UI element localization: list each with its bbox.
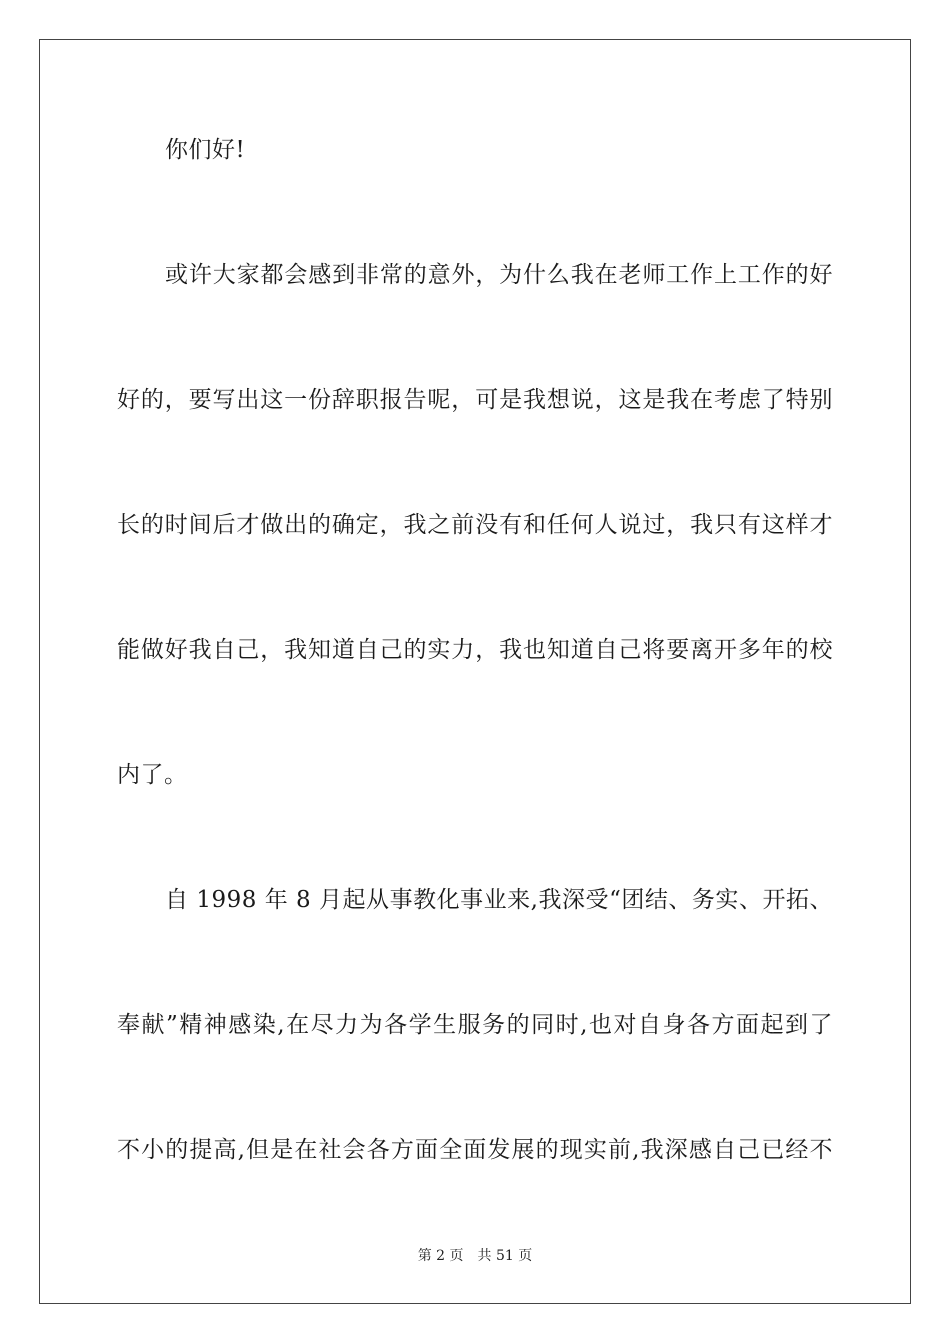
page-border [39,39,911,1304]
paragraph-1-line-1: 或许大家都会感到非常的意外，为什么我在老师工作上工作的好 [165,262,833,288]
paragraph-2-line-2: 奉献”精神感染,在尽力为各学生服务的同时,也对自身各方面起到了 [117,1012,833,1038]
paragraph-2-line-3: 不小的提高,但是在社会各方面全面发展的现实前,我深感自己已经不 [117,1137,833,1163]
paragraph-1-line-2: 好的，要写出这一份辞职报告呢，可是我想说，这是我在考虑了特别 [117,387,833,413]
greeting-line: 你们好! [165,137,246,163]
page-footer [0,1247,950,1265]
paragraph-1-line-3: 长的时间后才做出的确定，我之前没有和任何人说过，我只有这样才 [117,512,833,538]
paragraph-1-line-5: 内了。 [117,762,188,788]
paragraph-1-line-4: 能做好我自己，我知道自己的实力，我也知道自己将要离开多年的校 [117,637,833,663]
paragraph-2-line-1: 自 1998 年 8 月起从事教化事业来,我深受“团结、务实、开拓、 [165,887,833,913]
total-pages: 共 51 页 [477,1248,533,1264]
page-number: 第 2 页 [417,1248,464,1264]
